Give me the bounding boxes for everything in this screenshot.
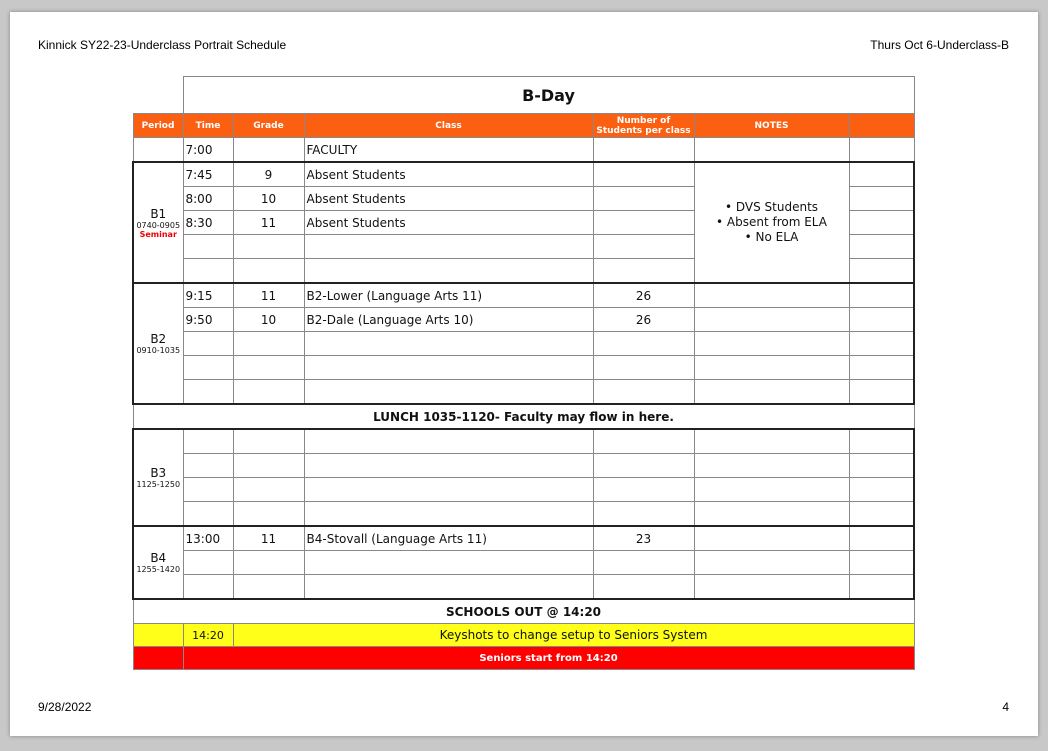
- period-time: 0910-1035: [136, 346, 181, 355]
- period-name: B3: [150, 466, 167, 480]
- table-row: [133, 308, 914, 332]
- table-row: [133, 478, 914, 502]
- column-header-grade: Grade: [233, 114, 304, 138]
- class-cell: FACULTY: [304, 138, 593, 163]
- period-name: B1: [150, 206, 167, 221]
- class-cell: B4-Stovall (Language Arts 11): [304, 526, 593, 551]
- column-header-extra: [849, 114, 914, 138]
- notes-cell: [694, 162, 849, 283]
- keyshots-text: Keyshots to change setup to Seniors System: [233, 624, 914, 647]
- time-cell: 7:45: [183, 162, 233, 187]
- column-header-class: Class: [304, 114, 593, 138]
- count-cell: 26: [593, 283, 694, 308]
- title-row: [133, 77, 914, 114]
- count-cell: 26: [593, 308, 694, 332]
- column-header-time: Time: [183, 114, 233, 138]
- seniors-row: [133, 647, 914, 670]
- period-b1: [133, 162, 183, 283]
- schedule-table: [132, 76, 915, 670]
- page-footer-date: 9/28/2022: [38, 700, 92, 714]
- time-cell: 9:15: [183, 283, 233, 308]
- time-cell: 7:00: [183, 138, 233, 163]
- period-b3: [133, 429, 183, 526]
- page-header-date: Thurs Oct 6-Underclass-B: [870, 38, 1009, 52]
- grade-cell: 11: [233, 283, 304, 308]
- time-cell: 9:50: [183, 308, 233, 332]
- lunch-banner: LUNCH 1035-1120- Faculty may flow in here.: [133, 404, 914, 429]
- column-header-row: [133, 114, 914, 138]
- page-number: 4: [1002, 700, 1009, 714]
- column-header-period: Period: [133, 114, 183, 138]
- period-b4: [133, 526, 183, 599]
- class-cell: B2-Lower (Language Arts 11): [304, 283, 593, 308]
- class-cell: Absent Students: [304, 162, 593, 187]
- table-row: [133, 356, 914, 380]
- period-name: B2: [150, 332, 167, 346]
- document-page: [10, 12, 1038, 736]
- class-cell: B2-Dale (Language Arts 10): [304, 308, 593, 332]
- grade-cell: 10: [233, 308, 304, 332]
- period-b2: [133, 283, 183, 404]
- keyshots-row: [133, 624, 914, 647]
- table-row: [133, 575, 914, 600]
- grade-cell: 9: [233, 162, 304, 187]
- table-row: [133, 429, 914, 454]
- count-cell: 23: [593, 526, 694, 551]
- table-title: B-Day: [183, 77, 914, 114]
- time-cell: 8:00: [183, 187, 233, 211]
- table-row: [133, 380, 914, 405]
- column-header-students: Number of Students per class: [593, 114, 694, 138]
- grade-cell: 10: [233, 187, 304, 211]
- class-cell: Absent Students: [304, 211, 593, 235]
- time-cell: 8:30: [183, 211, 233, 235]
- period-note: Seminar: [139, 229, 177, 239]
- table-row: [133, 502, 914, 527]
- lunch-row: [133, 404, 914, 429]
- note-line: • Absent from ELA: [716, 215, 827, 229]
- column-header-notes: NOTES: [694, 114, 849, 138]
- table-row: [133, 454, 914, 478]
- table-row: [133, 551, 914, 575]
- schools-out-banner: SCHOOLS OUT @ 14:20: [133, 599, 914, 624]
- period-time: 1125-1250: [136, 480, 181, 489]
- page-header-title: Kinnick SY22-23-Underclass Portrait Schedule: [38, 38, 287, 52]
- schools-out-row: [133, 599, 914, 624]
- note-line: • No ELA: [744, 230, 799, 244]
- period-time: 1255-1420: [136, 565, 181, 574]
- table-row: [133, 162, 914, 187]
- class-cell: Absent Students: [304, 187, 593, 211]
- grade-cell: 11: [233, 526, 304, 551]
- table-row: [133, 138, 914, 163]
- note-line: • DVS Students: [724, 200, 819, 214]
- keyshots-time: 14:20: [183, 624, 233, 647]
- table-row: [133, 526, 914, 551]
- seniors-text: Seniors start from 14:20: [183, 647, 914, 670]
- table-row: [133, 332, 914, 356]
- grade-cell: 11: [233, 211, 304, 235]
- period-time: 0740-0905: [136, 220, 181, 230]
- time-cell: 13:00: [183, 526, 233, 551]
- table-row: [133, 283, 914, 308]
- period-name: B4: [150, 551, 167, 565]
